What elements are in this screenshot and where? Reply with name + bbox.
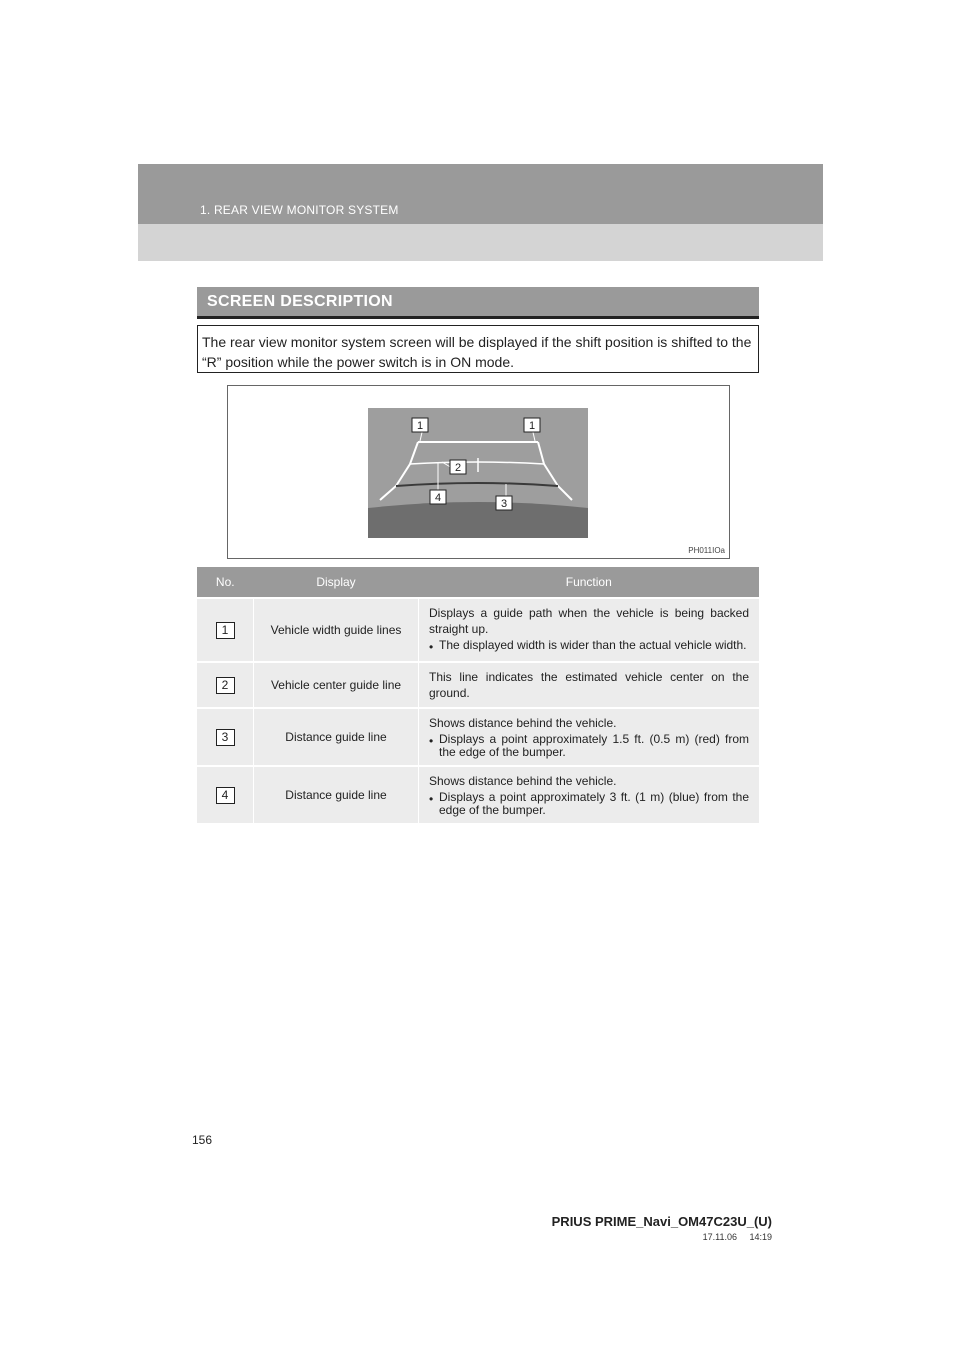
header-subband [138,224,823,261]
function-cell [419,662,760,708]
bullet-item: • Displays a point approximately 3 ft. (1 m) (blue) from the edge of the bumper. [429,790,749,817]
col-header-function: Function [419,567,760,598]
function-table [197,567,759,823]
function-text: Displays a guide path when the vehicle is being backed straight up. [429,606,749,636]
rear-view-screen-illustration [368,408,588,538]
section-rule [197,316,759,319]
svg-text:3: 3 [500,498,508,510]
col-header-display: Display [254,567,419,598]
figure-code: PH011IOa [688,546,725,555]
figure-frame [227,385,730,559]
table-row [197,708,759,766]
display-cell: Vehicle center guide line [254,662,419,708]
intro-box [197,325,759,373]
table-row [197,662,759,708]
callout-1-right [524,418,540,432]
bullet-item: • Displays a point approximately 1.5 ft. (0.5 m) (red) from the edge of the bumper. [429,732,749,759]
number-badge: 4 [216,787,235,804]
function-cell [419,598,760,662]
function-text: This line indicates the estimated vehicle center on the ground. [429,670,749,700]
display-cell: Distance guide line [254,708,419,766]
svg-text:4: 4 [434,492,442,504]
intro-text: The rear view monitor system screen will be displayed if the shift position is shifted to the “R” position while the power switch is in ON mode. [202,334,752,370]
function-cell [419,708,760,766]
table-header-row [197,567,759,598]
number-badge: 1 [216,622,235,639]
page-number: 156 [192,1133,213,1147]
callout-1-left [412,418,428,432]
bullet-item: • The displayed width is wider than the actual vehicle width. [429,638,747,654]
chapter-title: 1. REAR VIEW MONITOR SYSTEM [200,203,399,217]
document-id: PRIUS PRIME_Navi_OM47C23U_(U) [551,1214,772,1229]
section-heading-text: SCREEN DESCRIPTION [207,293,393,310]
bumper-ground [368,502,588,538]
col-header-no: No. [197,567,254,598]
function-text: Shows distance behind the vehicle. [429,774,617,788]
display-cell: Distance guide line [254,766,419,823]
table-row [197,766,759,823]
document-stamp: 17.11.06 14:19 [702,1232,772,1242]
svg-text:1: 1 [416,420,424,432]
callout-3 [496,496,512,510]
function-cell [419,766,760,823]
display-cell: Vehicle width guide lines [254,598,419,662]
number-badge: 3 [216,729,235,746]
section-heading [197,287,759,316]
function-text: Shows distance behind the vehicle. [429,716,617,730]
table-row [197,598,759,662]
callout-2 [450,460,466,474]
svg-text:2: 2 [454,462,462,474]
number-badge: 2 [216,677,235,694]
callout-4 [430,490,446,504]
svg-text:1: 1 [528,420,536,432]
